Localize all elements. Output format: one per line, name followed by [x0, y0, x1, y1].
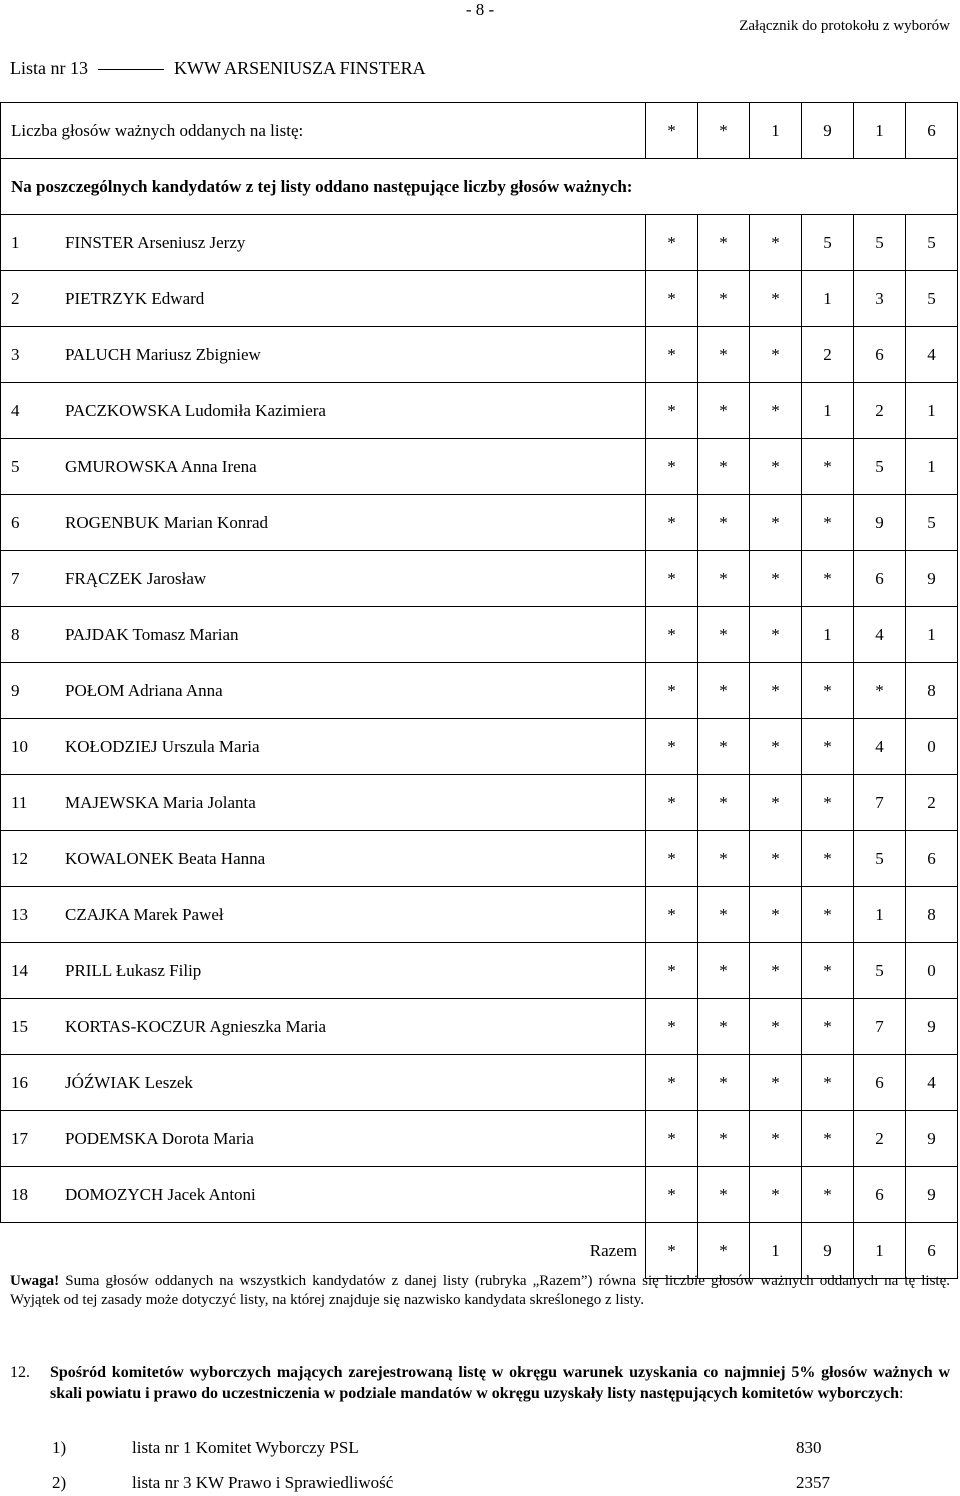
candidate-vote-digit: * [750, 719, 802, 775]
candidate-number: 17 [11, 1128, 28, 1148]
candidate-row [1, 215, 958, 271]
candidate-vote-digit: * [646, 663, 698, 719]
candidate-vote-digit: * [698, 551, 750, 607]
candidate-vote-digit: * [750, 831, 802, 887]
candidate-number: 13 [11, 904, 28, 924]
candidate-vote-digit: 9 [906, 1167, 958, 1223]
candidate-vote-digit: * [802, 495, 854, 551]
committee-count: 830 [796, 1438, 822, 1457]
razem-label: Razem [589, 1240, 637, 1260]
candidate-cell [1, 719, 646, 775]
razem-digit: 6 [906, 1223, 958, 1279]
candidate-vote-digit: * [750, 607, 802, 663]
candidate-vote-digit: * [646, 439, 698, 495]
candidate-number: 4 [11, 400, 20, 420]
candidate-name: FRĄCZEK Jarosław [65, 568, 207, 588]
candidate-vote-digit: 6 [854, 327, 906, 383]
candidate-cell [1, 831, 646, 887]
candidate-vote-digit: * [646, 1055, 698, 1111]
candidate-name: PAJDAK Tomasz Marian [65, 624, 239, 644]
candidate-cell [1, 999, 646, 1055]
committee-index: 2) [52, 1473, 67, 1492]
list-title [10, 58, 426, 79]
candidate-row [1, 495, 958, 551]
candidate-vote-digit: 1 [802, 383, 854, 439]
totals-digit: 1 [854, 103, 906, 159]
candidate-number: 7 [11, 568, 20, 588]
section-12 [10, 1362, 950, 1404]
candidate-vote-digit: 5 [854, 215, 906, 271]
candidate-vote-digit: * [646, 495, 698, 551]
candidate-name: MAJEWSKA Maria Jolanta [65, 792, 256, 812]
candidate-vote-digit: * [802, 1055, 854, 1111]
candidate-row [1, 999, 958, 1055]
candidate-vote-digit: * [698, 831, 750, 887]
candidate-number: 16 [11, 1072, 28, 1092]
totals-digit: 6 [906, 103, 958, 159]
candidate-name: POŁOM Adriana Anna [65, 680, 223, 700]
candidate-vote-digit: 5 [854, 831, 906, 887]
candidate-vote-digit: * [750, 495, 802, 551]
candidate-row [1, 775, 958, 831]
candidate-row [1, 1111, 958, 1167]
candidate-vote-digit: 1 [854, 887, 906, 943]
candidate-vote-digit: 5 [906, 271, 958, 327]
candidate-name: DOMOZYCH Jacek Antoni [65, 1184, 256, 1204]
candidate-row [1, 439, 958, 495]
candidate-name: ROGENBUK Marian Konrad [65, 512, 269, 532]
candidate-name: PACZKOWSKA Ludomiła Kazimiera [65, 400, 326, 420]
candidate-cell [1, 607, 646, 663]
candidate-vote-digit: 0 [906, 719, 958, 775]
candidate-cell [1, 887, 646, 943]
votes-table [0, 102, 958, 1279]
candidate-cell [1, 1111, 646, 1167]
candidate-vote-digit: 2 [906, 775, 958, 831]
candidate-vote-digit: 9 [906, 1111, 958, 1167]
candidate-vote-digit: 2 [854, 1111, 906, 1167]
candidate-vote-digit: * [698, 999, 750, 1055]
candidate-vote-digit: 9 [854, 495, 906, 551]
candidate-cell [1, 215, 646, 271]
candidate-vote-digit: * [750, 327, 802, 383]
candidate-vote-digit: * [802, 551, 854, 607]
candidate-vote-digit: 4 [854, 719, 906, 775]
candidate-number: 15 [11, 1016, 28, 1036]
candidate-vote-digit: 8 [906, 887, 958, 943]
candidate-name: KORTAS-KOCZUR Agnieszka Maria [65, 1016, 327, 1036]
candidate-vote-digit: * [802, 943, 854, 999]
candidate-vote-digit: * [750, 775, 802, 831]
candidate-cell [1, 551, 646, 607]
candidate-vote-digit: * [750, 1111, 802, 1167]
candidate-vote-digit: * [698, 1111, 750, 1167]
committee-index: 1) [52, 1438, 67, 1457]
candidate-vote-digit: * [646, 719, 698, 775]
candidate-number: 1 [11, 232, 20, 252]
candidate-vote-digit: * [750, 887, 802, 943]
candidate-vote-digit: * [750, 1055, 802, 1111]
totals-digit: 1 [750, 103, 802, 159]
candidate-name: CZAJKA Marek Paweł [65, 904, 224, 924]
razem-digit: * [646, 1223, 698, 1279]
candidate-vote-digit: 1 [906, 439, 958, 495]
razem-digit: * [698, 1223, 750, 1279]
candidate-vote-digit: * [750, 663, 802, 719]
candidate-vote-digit: * [698, 887, 750, 943]
candidate-vote-digit: 5 [854, 943, 906, 999]
candidate-vote-digit: 6 [906, 831, 958, 887]
candidate-vote-digit: 7 [854, 999, 906, 1055]
candidate-vote-digit: * [698, 495, 750, 551]
candidate-vote-digit: * [646, 607, 698, 663]
candidate-vote-digit: 2 [854, 383, 906, 439]
candidate-name: PALUCH Mariusz Zbigniew [65, 344, 261, 364]
candidate-row [1, 551, 958, 607]
candidate-vote-digit: 1 [906, 383, 958, 439]
candidate-vote-digit: 4 [854, 607, 906, 663]
candidate-vote-digit: * [750, 1167, 802, 1223]
candidate-row [1, 327, 958, 383]
candidate-name: PODEMSKA Dorota Maria [65, 1128, 254, 1148]
candidate-row [1, 663, 958, 719]
candidate-row [1, 1055, 958, 1111]
candidate-name: FINSTER Arseniusz Jerzy [65, 232, 246, 252]
candidate-vote-digit: * [750, 551, 802, 607]
candidate-cell [1, 1055, 646, 1111]
candidates-header: Na poszczególnych kandydatów z tej listy oddano następujące liczby głosów ważnych: [1, 159, 958, 215]
candidate-vote-digit: 9 [906, 551, 958, 607]
candidate-vote-digit: 5 [802, 215, 854, 271]
committee-count: 2357 [796, 1473, 830, 1492]
candidate-number: 14 [11, 960, 28, 980]
candidate-number: 6 [11, 512, 20, 532]
candidate-vote-digit: 3 [854, 271, 906, 327]
candidate-row [1, 383, 958, 439]
attachment-note: Załącznik do protokołu z wyborów [739, 18, 950, 34]
candidate-row [1, 719, 958, 775]
candidate-vote-digit: 1 [802, 607, 854, 663]
razem-digit: 1 [750, 1223, 802, 1279]
candidate-vote-digit: * [646, 551, 698, 607]
candidate-vote-digit: 2 [802, 327, 854, 383]
candidate-vote-digit: * [698, 775, 750, 831]
razem-digit: 9 [802, 1223, 854, 1279]
candidate-row [1, 887, 958, 943]
candidate-vote-digit: * [646, 271, 698, 327]
candidate-vote-digit: 1 [906, 607, 958, 663]
candidate-number: 9 [11, 680, 20, 700]
candidate-vote-digit: * [854, 663, 906, 719]
candidate-vote-digit: * [646, 999, 698, 1055]
candidate-vote-digit: * [802, 719, 854, 775]
committee-row [52, 1473, 830, 1493]
candidate-vote-digit: * [698, 439, 750, 495]
candidate-number: 18 [11, 1184, 28, 1204]
candidate-cell [1, 663, 646, 719]
candidate-cell [1, 383, 646, 439]
candidate-cell [1, 943, 646, 999]
candidate-vote-digit: * [750, 271, 802, 327]
candidate-vote-digit: * [750, 943, 802, 999]
note-text: Suma głosów oddanych na wszystkich kandydatów z danej listy (rubryka „Razem”) równa się liczbie głosów ważnych oddanych na tę listę. Wyjątek od tej zasady może dotyczyć listy, na której znajduje się nazwisko kandydata skreślonego z listy. [10, 1273, 951, 1308]
candidate-vote-digit: * [698, 719, 750, 775]
candidate-cell [1, 775, 646, 831]
candidate-cell [1, 327, 646, 383]
candidate-vote-digit: * [750, 383, 802, 439]
candidate-number: 10 [11, 736, 28, 756]
page-number: - 8 - [465, 0, 495, 19]
totals-digit: * [698, 103, 750, 159]
totals-digit: 9 [802, 103, 854, 159]
candidate-name: GMUROWSKA Anna Irena [65, 456, 257, 476]
razem-digit: 1 [854, 1223, 906, 1279]
candidate-vote-digit: * [646, 215, 698, 271]
candidate-vote-digit: * [802, 439, 854, 495]
candidate-vote-digit: * [698, 383, 750, 439]
candidate-vote-digit: * [698, 327, 750, 383]
candidate-cell [1, 1167, 646, 1223]
candidate-vote-digit: * [802, 831, 854, 887]
candidate-vote-digit: * [802, 663, 854, 719]
candidate-name: PIETRZYK Edward [65, 288, 205, 308]
candidate-row [1, 607, 958, 663]
candidate-cell [1, 439, 646, 495]
candidate-vote-digit: * [802, 1167, 854, 1223]
candidate-vote-digit: * [646, 887, 698, 943]
section-number: 12. [10, 1364, 30, 1381]
candidate-row [1, 271, 958, 327]
candidate-vote-digit: 4 [906, 1055, 958, 1111]
candidate-vote-digit: * [698, 215, 750, 271]
candidate-row [1, 1167, 958, 1223]
candidate-vote-digit: * [750, 215, 802, 271]
candidate-vote-digit: 5 [906, 495, 958, 551]
section-text-bold: Spośród komitetów wyborczych mających zarejestrowaną listę w okręgu warunek uzyskania co najmniej 5% głosów ważnych w skali powiatu i prawo do uczestniczenia w podziale mandatów w okręgu uzyskały listy następujących komitetów wyborczych [50, 1364, 950, 1402]
candidate-vote-digit: * [802, 999, 854, 1055]
candidate-number: 8 [11, 624, 20, 644]
candidate-vote-digit: * [646, 831, 698, 887]
candidate-name: JÓŹWIAK Leszek [65, 1072, 193, 1092]
candidate-vote-digit: 5 [854, 439, 906, 495]
candidate-vote-digit: * [646, 943, 698, 999]
candidate-vote-digit: 0 [906, 943, 958, 999]
candidate-vote-digit: * [698, 1055, 750, 1111]
candidate-name: PRILL Łukasz Filip [65, 960, 202, 980]
note-warning: Uwaga! [10, 1273, 60, 1289]
candidate-vote-digit: * [646, 1111, 698, 1167]
totals-label: Liczba głosów ważnych oddanych na listę: [1, 103, 646, 159]
candidate-vote-digit: * [698, 663, 750, 719]
candidate-vote-digit: * [802, 1111, 854, 1167]
totals-digit: * [646, 103, 698, 159]
candidate-vote-digit: * [750, 999, 802, 1055]
candidate-cell [1, 495, 646, 551]
candidate-vote-digit: * [750, 439, 802, 495]
candidate-vote-digit: 6 [854, 1055, 906, 1111]
candidate-vote-digit: 8 [906, 663, 958, 719]
candidate-row [1, 943, 958, 999]
candidate-number: 12 [11, 848, 28, 868]
candidate-vote-digit: * [698, 1167, 750, 1223]
candidate-vote-digit: * [802, 887, 854, 943]
totals-row [1, 103, 958, 159]
committee-name: KWW ARSENIUSZA FINSTERA [174, 58, 426, 78]
candidate-vote-digit: 7 [854, 775, 906, 831]
candidate-name: KOŁODZIEJ Urszula Maria [65, 736, 260, 756]
candidate-number: 3 [11, 344, 20, 364]
candidate-number: 11 [11, 792, 28, 812]
section-text [50, 1362, 950, 1404]
committee-row [52, 1438, 822, 1458]
candidate-cell [1, 271, 646, 327]
candidate-vote-digit: * [646, 383, 698, 439]
candidate-vote-digit: 1 [802, 271, 854, 327]
committee-label: lista nr 1 Komitet Wyborczy PSL [132, 1438, 359, 1457]
candidate-vote-digit: 6 [854, 1167, 906, 1223]
candidate-vote-digit: * [802, 775, 854, 831]
note [10, 1272, 950, 1310]
candidate-vote-digit: * [698, 607, 750, 663]
candidate-vote-digit: 9 [906, 999, 958, 1055]
candidate-vote-digit: * [698, 943, 750, 999]
committee-label: lista nr 3 KW Prawo i Sprawiedliwość [132, 1473, 394, 1492]
candidate-vote-digit: 5 [906, 215, 958, 271]
candidate-row [1, 831, 958, 887]
razem-row [1, 1223, 958, 1279]
section-text-colon: : [899, 1385, 904, 1402]
list-number: Lista nr 13 [10, 58, 88, 78]
candidate-vote-digit: 6 [854, 551, 906, 607]
candidate-number: 2 [11, 288, 20, 308]
candidate-name: KOWALONEK Beata Hanna [65, 848, 266, 868]
candidate-vote-digit: * [646, 1167, 698, 1223]
candidate-vote-digit: 4 [906, 327, 958, 383]
candidates-header-row [1, 159, 958, 215]
candidate-vote-digit: * [646, 775, 698, 831]
candidate-vote-digit: * [698, 271, 750, 327]
candidate-number: 5 [11, 456, 20, 476]
title-dash [98, 69, 164, 70]
candidate-vote-digit: * [646, 327, 698, 383]
